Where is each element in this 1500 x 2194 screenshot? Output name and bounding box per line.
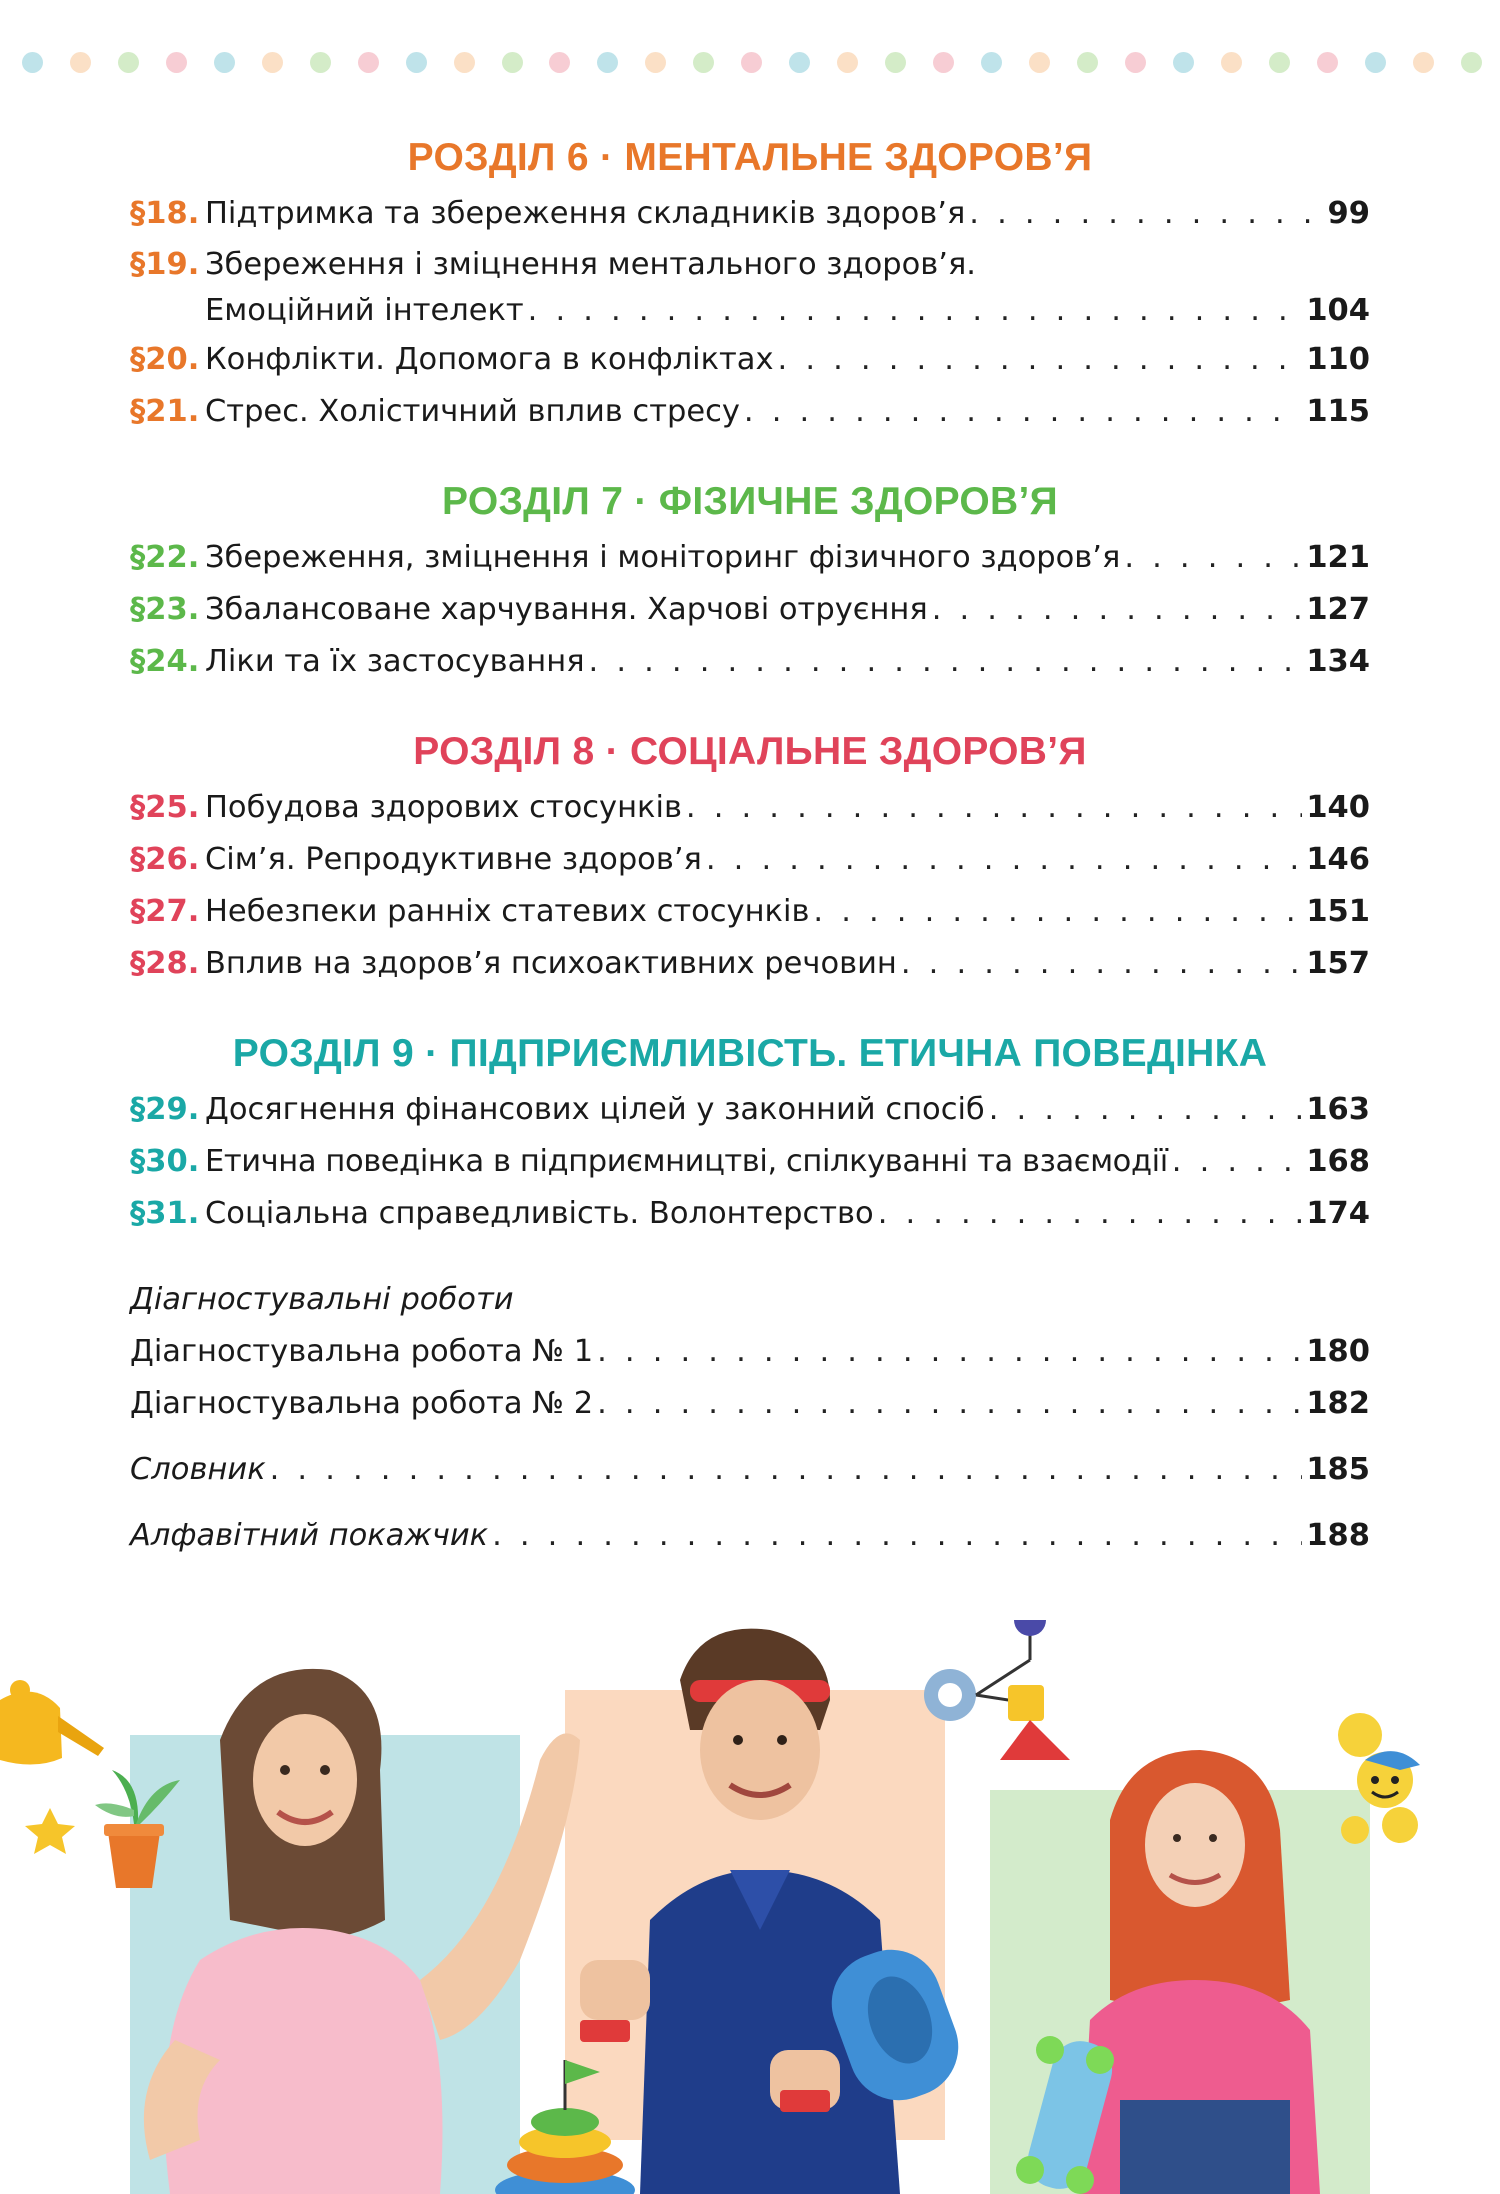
entry-title: Підтримка та збереження складників здоров’я xyxy=(205,196,966,231)
dot-leader xyxy=(597,1378,1302,1430)
decorative-dot xyxy=(1077,52,1098,73)
paragraph-number: §30. xyxy=(130,1144,200,1179)
paragraph-number: §31. xyxy=(130,1196,200,1231)
entry-title: Побудова здорових стосунків xyxy=(205,790,682,825)
section-entries xyxy=(130,782,1370,990)
toc-entry[interactable] xyxy=(130,636,1370,688)
page-number: 140 xyxy=(1306,790,1370,825)
entry-title: Ліки та їх застосування xyxy=(205,644,585,679)
paragraph-number: §26. xyxy=(130,842,200,877)
page-number: 99 xyxy=(1327,196,1370,231)
toc-entry[interactable] xyxy=(130,584,1370,636)
entry-title: Етична поведінка в підприємництві, спілкуванні та взаємодії xyxy=(205,1144,1168,1179)
entry-title: Соціальна справедливість. Волонтерство xyxy=(205,1196,874,1231)
page-number: 185 xyxy=(1306,1452,1370,1487)
dot-leader xyxy=(1124,532,1302,584)
thumbs-up-hand xyxy=(580,1960,650,2020)
dot-leader xyxy=(813,886,1302,938)
decorative-dot xyxy=(1221,52,1242,73)
dot-leader xyxy=(989,1084,1303,1136)
entry-title: Конфлікти. Допомога в конфліктах xyxy=(205,342,774,377)
toc-entry[interactable] xyxy=(130,334,1370,386)
page-number: 163 xyxy=(1306,1092,1370,1127)
dot-leader xyxy=(778,334,1303,386)
entry-title: Збалансоване харчування. Харчові отруєння xyxy=(205,592,928,627)
dot-leader xyxy=(969,188,1323,240)
dot-leader xyxy=(270,1444,1303,1496)
section-title: РОЗДІЛ 6 · МЕНТАЛЬНЕ ЗДОРОВ’Я xyxy=(407,136,1093,179)
decorative-dot xyxy=(22,52,43,73)
decorative-dot xyxy=(166,52,187,73)
section-title: РОЗДІЛ 7 · ФІЗИЧНЕ ЗДОРОВ’Я xyxy=(442,480,1058,523)
decorative-dot xyxy=(981,52,1002,73)
page-number: 146 xyxy=(1306,842,1370,877)
emoji-faces-icon xyxy=(1338,1713,1420,1844)
decorative-dot xyxy=(549,52,570,73)
dot-leader xyxy=(706,834,1302,886)
decorative-dot xyxy=(1125,52,1146,73)
decorative-dot xyxy=(262,52,283,73)
decorative-dot xyxy=(70,52,91,73)
toc-entry[interactable] xyxy=(130,240,1370,334)
section-title: РОЗДІЛ 9 · ПІДПРИЄМЛИВІСТЬ. ЕТИЧНА ПОВЕДІНКА xyxy=(232,1032,1268,1075)
decorative-dot xyxy=(1461,52,1482,73)
toc-entry[interactable] xyxy=(130,1378,1370,1430)
decorative-dot xyxy=(406,52,427,73)
entry-title: Збереження, зміцнення і моніторинг фізичного здоров’я xyxy=(205,540,1121,575)
toc-entry[interactable] xyxy=(130,1136,1370,1188)
dot-leader xyxy=(932,584,1303,636)
dot-leader xyxy=(901,938,1302,990)
page-number: 182 xyxy=(1306,1386,1370,1421)
entry-title: Вплив на здоров’я психоактивних речовин xyxy=(205,946,897,981)
diagnostics-heading: Діагностувальні роботи xyxy=(130,1282,514,1317)
toc-entry[interactable] xyxy=(130,1326,1370,1378)
toc-entry[interactable] xyxy=(130,782,1370,834)
page-number: 188 xyxy=(1306,1518,1370,1553)
paragraph-number: §20. xyxy=(130,342,200,377)
decorative-dot xyxy=(1365,52,1386,73)
decorative-dot xyxy=(1173,52,1194,73)
entry-title: Небезпеки ранніх статевих стосунків xyxy=(205,894,810,929)
decorative-dot xyxy=(502,52,523,73)
paragraph-number: §29. xyxy=(130,1092,200,1127)
entry-title: Досягнення фінансових цілей у законний спосіб xyxy=(205,1092,985,1127)
page-number: 157 xyxy=(1306,946,1370,981)
toc-entry[interactable] xyxy=(130,1084,1370,1136)
decorative-dot xyxy=(1317,52,1338,73)
students-illustration xyxy=(0,1620,1500,2194)
paragraph-number: §23. xyxy=(130,592,200,627)
decorative-dot xyxy=(741,52,762,73)
entry-title: Сім’я. Репродуктивне здоров’я xyxy=(205,842,702,877)
dot-leader xyxy=(686,782,1302,834)
entry-title: Стрес. Холістичний вплив стресу xyxy=(205,394,740,429)
page-number: 127 xyxy=(1306,592,1370,627)
paragraph-number: §21. xyxy=(130,394,200,429)
decorative-dot xyxy=(454,52,475,73)
decorative-dot xyxy=(645,52,666,73)
page-number: 110 xyxy=(1306,342,1370,377)
dot-leader xyxy=(744,386,1302,438)
page-number: 104 xyxy=(1306,293,1370,328)
decorative-dot xyxy=(693,52,714,73)
toc-entry[interactable] xyxy=(130,386,1370,438)
dot-leader xyxy=(597,1326,1302,1378)
dot-leader xyxy=(878,1188,1303,1240)
decorative-dot xyxy=(1269,52,1290,73)
paragraph-number: §19. xyxy=(130,247,200,282)
decorative-dot xyxy=(310,52,331,73)
dot-leader xyxy=(1172,1136,1303,1188)
section-entries xyxy=(130,1084,1370,1240)
paragraph-number: §22. xyxy=(130,540,200,575)
entry-title: Збереження і зміцнення ментального здоров’я. xyxy=(205,247,977,282)
section-entries xyxy=(130,188,1370,438)
table-of-contents xyxy=(130,128,1370,1562)
paragraph-number: §18. xyxy=(130,196,200,231)
paragraph-number: §27. xyxy=(130,894,200,929)
decorative-dot xyxy=(885,52,906,73)
decorative-dot-row xyxy=(22,52,1482,74)
jeans xyxy=(1120,2100,1290,2194)
toc-entry[interactable] xyxy=(130,188,1370,240)
page-number: 115 xyxy=(1306,394,1370,429)
entry-title: Алфавітний покажчик xyxy=(130,1518,489,1553)
decorative-dot xyxy=(837,52,858,73)
decorative-dot xyxy=(789,52,810,73)
paragraph-number: §28. xyxy=(130,946,200,981)
section-entries xyxy=(130,532,1370,688)
decorative-dot xyxy=(933,52,954,73)
paragraph-number: §25. xyxy=(130,790,200,825)
decorative-dot xyxy=(358,52,379,73)
gear-network-icon xyxy=(924,1620,1070,1760)
toc-entry-glossary[interactable] xyxy=(130,1444,1370,1496)
toc-entry[interactable] xyxy=(130,886,1370,938)
entry-title: Діагностувальна робота № 2 xyxy=(130,1386,594,1421)
page-number: 121 xyxy=(1306,540,1370,575)
dot-leader xyxy=(528,288,1303,334)
toc-entry[interactable] xyxy=(130,532,1370,584)
decorative-dot xyxy=(214,52,235,73)
toc-entry[interactable] xyxy=(130,938,1370,990)
toc-entry[interactable] xyxy=(130,834,1370,886)
dot-leader xyxy=(589,636,1303,688)
section-title: РОЗДІЛ 8 · СОЦІАЛЬНЕ ЗДОРОВ’Я xyxy=(413,730,1087,773)
toc-entry-index[interactable] xyxy=(130,1510,1370,1562)
decorative-dot xyxy=(1413,52,1434,73)
watering-can-icon xyxy=(0,1680,104,1765)
page-number: 174 xyxy=(1306,1196,1370,1231)
page-number: 168 xyxy=(1306,1144,1370,1179)
decorative-dot xyxy=(1029,52,1050,73)
decorative-dot xyxy=(597,52,618,73)
star-icon xyxy=(25,1808,75,1854)
dot-leader xyxy=(492,1510,1302,1562)
entry-title: Словник xyxy=(130,1452,266,1487)
decorative-dot xyxy=(118,52,139,73)
toc-entry[interactable] xyxy=(130,1188,1370,1240)
page-number: 134 xyxy=(1306,644,1370,679)
page-number: 151 xyxy=(1306,894,1370,929)
entry-title: Діагностувальна робота № 1 xyxy=(130,1334,594,1369)
entry-title-continued: Емоційний інтелект xyxy=(205,293,524,328)
page-number: 180 xyxy=(1306,1334,1370,1369)
paragraph-number: §24. xyxy=(130,644,200,679)
